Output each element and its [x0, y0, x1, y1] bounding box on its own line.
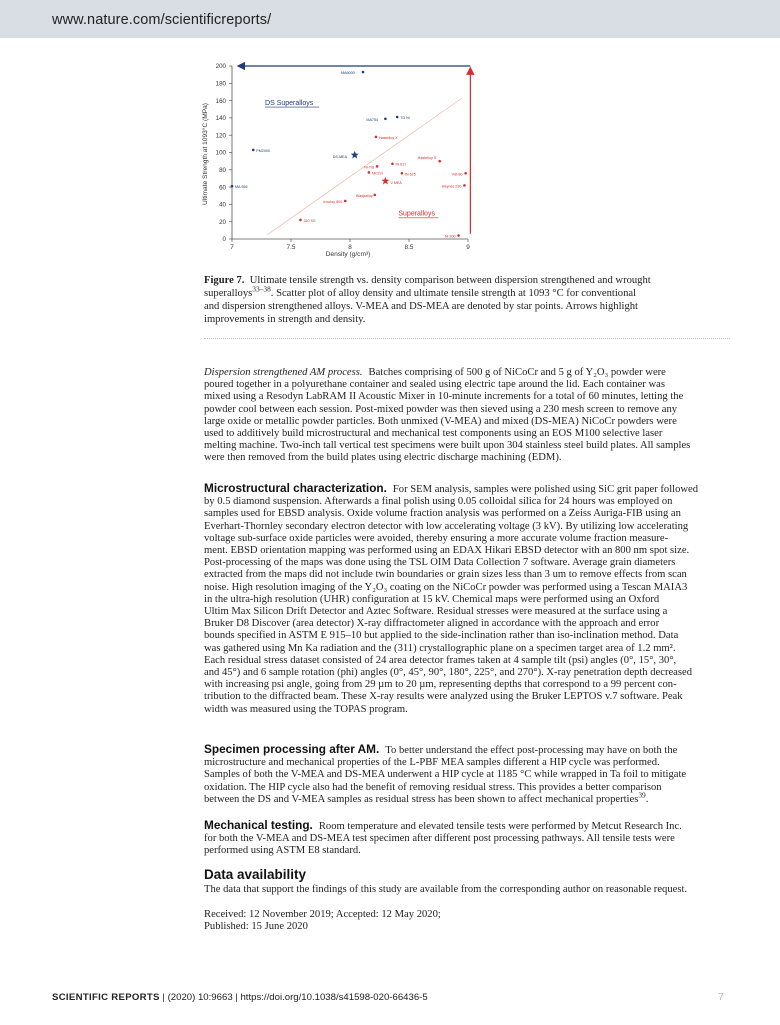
point-label-incoloy-800: Incoloy 800 — [323, 199, 343, 204]
point-nicrsi — [368, 171, 371, 174]
mechanical-section — [204, 819, 731, 858]
mechanical-line: for both the V-MEA and DS-MEA test specimen after different post processing pathways. All tensile tests were — [204, 833, 675, 845]
y-tick-label: 180 — [215, 80, 226, 88]
point-ma754 — [384, 117, 387, 120]
published-date: Published: 15 June 2020 — [204, 921, 308, 933]
point-label-hastelloy-s: Hastelloy S — [417, 156, 437, 161]
caption-line-2a: superalloys — [204, 288, 253, 299]
mechanical-line: performed using ASTM E8 standard. — [204, 845, 361, 857]
point-pm2000 — [252, 149, 255, 152]
journal-name: SCIENTIFIC REPORTS — [52, 992, 160, 1003]
y-tick-label: 100 — [215, 149, 226, 157]
point-ma-956 — [231, 185, 234, 188]
point-label-waspalloy: Waspalloy — [355, 193, 373, 198]
micro-line: voltage sub-surface oxide particles were avoided, thereby ensuring a more accurate volume fraction measure- — [204, 532, 669, 544]
point-in-617 — [391, 162, 394, 165]
y-tick-label: 60 — [219, 184, 226, 192]
footer-citation[interactable]: | (2020) 10:9663 | https://doi.org/10.1038/s41598-020-66436-5 — [159, 992, 428, 1003]
specimen-line: between the DS and V-MEA samples as residual stress has been shown to affect mechanical properties — [204, 793, 639, 805]
point-label-haynes-230: Haynes 230 — [441, 184, 462, 189]
dispersion-line: mixed using a Resodyn LabRAM II Acoustic Mixer in 10-minute increments for a total of 60 minutes, letting the — [204, 391, 684, 403]
y-tick-label: 0 — [222, 236, 226, 244]
dispersion-section — [204, 367, 731, 465]
page-number: 7 — [718, 991, 724, 1003]
dispersion-line: powder cool between each session. Post-mixed powder was then sieved using a 230 mesh screen to remove any — [204, 403, 678, 415]
point-vdt-80 — [464, 172, 467, 175]
section-divider — [204, 338, 730, 339]
site-url-link[interactable]: www.nature.com/scientificreports/ — [52, 12, 272, 28]
point-label-hastelloy-x: Hastelloy X — [378, 135, 398, 140]
x-axis-label: Density (g/cm³) — [325, 251, 371, 258]
micro-line: bounds specified in ASTM E 915–10 but applied to the side-inclination rather than iso-inclination method. Data — [204, 630, 679, 642]
micro-line: extracted from the maps did not include twin boundaries or grain sizes less than 3 um to remove effects from scan — [204, 569, 687, 581]
caption-line-2b: . Scatter plot of alloy density and ultimate tensile strength at 1093 °C for conventional — [270, 288, 637, 299]
point-incoloy-800 — [344, 200, 347, 203]
dispersion-line: Batches comprising of 500 g of NiCoCr and 5 g of Y₂O₃ powder were — [368, 367, 666, 378]
point-label-ni-200: Ni 200 — [444, 234, 456, 239]
point-label-pm2000: PM2000 — [256, 148, 270, 153]
micro-line: tribution to the diffracted beam. These X-ray results were analyzed using the Bruker LEPTOS v.7 software. Peak — [204, 691, 683, 703]
point-hastelloy-s — [438, 160, 441, 163]
superalloys-label: Superalloys — [398, 210, 435, 218]
specimen-line: To better understand the effect post-processing may have on both the — [385, 745, 678, 756]
y-axis-label: Ultimate Strength at 1093°C (MPa) — [202, 103, 209, 205]
point-label-ma754: MA754 — [366, 117, 379, 122]
dispersion-line: used to additively build microstructural and mechanical test components using an EOS M100 selective laser — [204, 428, 663, 440]
point-haynes-230 — [463, 184, 466, 187]
micro-line: and 45°) and 6 sample rotation (phi) angles (0°, 45°, 90°, 180°, 225°, and 270°). X-ray penetration depth decreased — [204, 667, 692, 679]
point-label-v-mea: V-MEA — [390, 181, 402, 186]
point-label-310-ss: 310 SS — [303, 218, 316, 223]
data-availability-text: The data that support the findings of this study are available from the corresponding author on reasonable request. — [204, 884, 688, 895]
micro-line: by 0.5 diamond suspension. Afterwards a final polish using 0.05 colloidal silica for 24 hours was employed on — [204, 496, 673, 508]
specimen-line-end: . — [645, 793, 649, 805]
point-label-in-617: IN 617 — [395, 162, 407, 167]
y-tick-label: 160 — [215, 97, 226, 105]
micro-line: For SEM analysis, samples were polished using SiC grit paper followed — [392, 484, 699, 495]
point-label-ds-mea: DS-MEA — [332, 155, 348, 160]
ds-superalloys-label: DS Superalloys — [265, 99, 314, 107]
point-label-ni-tis: Ni-TiS — [364, 165, 375, 170]
y-tick-label: 80 — [219, 167, 226, 174]
caption-label: Figure 7. — [204, 275, 245, 286]
micro-line: in the ultra-high resolution (UHR) configuration at 15 kV. Chemical maps were performed using an Oxford — [204, 593, 660, 605]
star-point-ds-mea — [351, 151, 359, 159]
micro-line: Each residual stress dataset consisted of 24 area detector frames taken at 4 sample tilt (psi) angles (0°, 15°, 30°, — [204, 654, 677, 666]
point-td-ni — [396, 116, 399, 119]
specimen-section — [204, 743, 731, 806]
x-tick-label: 8 — [348, 244, 352, 251]
y-tick-label: 200 — [215, 63, 226, 71]
y-tick-label: 140 — [215, 115, 226, 123]
micro-line: Ultim Max Silicon Drift Detector and Aztec Software. Residual stresses were measured at the surface using a — [204, 606, 668, 618]
figure-7-chart — [198, 56, 488, 258]
micro-line: width was measured using the TOPAS program. — [204, 703, 408, 715]
y-tick-label: 20 — [219, 218, 226, 226]
caption-reference[interactable]: 33–38 — [252, 284, 271, 294]
site-header — [0, 0, 780, 38]
y-tick-label: 40 — [219, 201, 226, 209]
y-tick-label: 120 — [215, 132, 226, 140]
point-waspalloy — [373, 194, 376, 197]
x-tick-label: 7.5 — [286, 244, 296, 251]
mechanical-heading: Mechanical testing. — [204, 818, 313, 832]
specimen-line: Samples of both the V-MEA and DS-MEA underwent a HIP cycle at 1185 °C while wrapped in Ta foil to mitigate — [204, 769, 687, 781]
dispersion-line: poured together in a polyurethane container and sealed using electric tape around the lid. Each container was — [204, 379, 665, 391]
specimen-reference[interactable]: 39 — [638, 790, 646, 800]
micro-line: Post-processing of the maps was done using the TSL OIM Data Collection 7 software. Average grain diameters — [204, 557, 676, 569]
microstructural-section — [204, 482, 731, 716]
point-ni-tis — [376, 165, 379, 168]
micro-line: samples used for EBSD analysis. Oxide volume fraction analysis was performed on a Zeiss Auriga-FIB using an — [204, 508, 681, 520]
point-ma6000 — [362, 71, 365, 74]
micro-line: Everhart-Thornley secondary electron detector with low accelerating voltage (3 kV). By utilizing low accelerating — [204, 520, 689, 532]
micro-line: noise. High resolution imaging of the Y₂O₃ coating on the NiCoCr powder was performed using a Tescan MAIA3 — [204, 581, 688, 593]
specimen-line: oxidation. The HIP cycle also had the benefit of removing residual stress. This provides a better comparison — [204, 781, 662, 793]
dispersion-line: were then removed from the build plates using electric discharge machining (EDM). — [204, 452, 562, 464]
point-ni-200 — [457, 234, 460, 237]
dates-block — [204, 909, 731, 933]
page-footer — [52, 992, 428, 1003]
specimen-line: microstructure and mechanical properties of the L-PBF MEA samples different a HIP cycle was performed. — [204, 757, 660, 769]
star-point-v-mea — [381, 177, 389, 185]
caption-line-1: Ultimate tensile strength vs. density comparison between dispersion strengthened and wrought — [249, 275, 651, 286]
x-tick-label: 9 — [466, 244, 470, 251]
x-tick-label: 7 — [230, 244, 234, 251]
point-hastelloy-x — [375, 136, 378, 139]
micro-line: ment. EBSD orientation mapping was performed using an EDAX Hikari EBSD detector with an 800 nm spot size. — [204, 545, 690, 557]
micro-line: Bruker D8 Discover (area detector) X-ray diffractometer aligned in accordance with the approach and error — [204, 618, 660, 630]
caption-line-4: improvements in strength and density. — [204, 314, 366, 325]
point-310-ss — [299, 219, 302, 222]
dispersion-line: melting machine. Two-inch tall vertical test specimens were built upon 304 stainless steel build plates. All samples — [204, 440, 691, 452]
point-label-ma6000: MA6000 — [340, 71, 355, 76]
micro-line: with increasing psi angle, going from 29 µm to 20 µm, representing depths that correspond to a 99 percent con- — [204, 679, 677, 691]
point-label-in-625: IN 625 — [404, 172, 416, 177]
point-label-td-ni: TD Ni — [400, 116, 410, 121]
figure-caption — [204, 274, 732, 326]
dispersion-line: large oxide or metallic powder particles. Both unmixed (V-MEA) and mixed (DS-MEA) NiCoCr powders were — [204, 415, 677, 427]
specimen-heading: Specimen processing after AM. — [204, 742, 380, 756]
point-label-ma-956: MA 956 — [235, 185, 248, 190]
data-availability-heading: Data availability — [204, 867, 307, 882]
point-label-nicrsi: NiCrSi — [371, 171, 383, 176]
microstructural-heading: Microstructural characterization. — [204, 481, 387, 495]
point-label-vdt-80: Vdt-80 — [451, 172, 463, 177]
received-accepted-date: Received: 12 November 2019; Accepted: 12 May 2020; — [204, 909, 441, 920]
caption-line-3: and dispersion strengthened alloys. V-MEA and DS-MEA are denoted by star points. Arrows highlight — [204, 301, 639, 312]
dispersion-heading: Dispersion strengthened AM process. — [204, 367, 363, 378]
mechanical-line: Room temperature and elevated tensile tests were performed by Metcut Research Inc. — [318, 821, 682, 832]
micro-line: was gathered using Mn Ka radiation and the (311) crystallographic plane on a specimen target area of 1.2 mm². — [204, 642, 676, 654]
point-in-625 — [401, 172, 404, 175]
x-tick-label: 8.5 — [404, 244, 414, 251]
